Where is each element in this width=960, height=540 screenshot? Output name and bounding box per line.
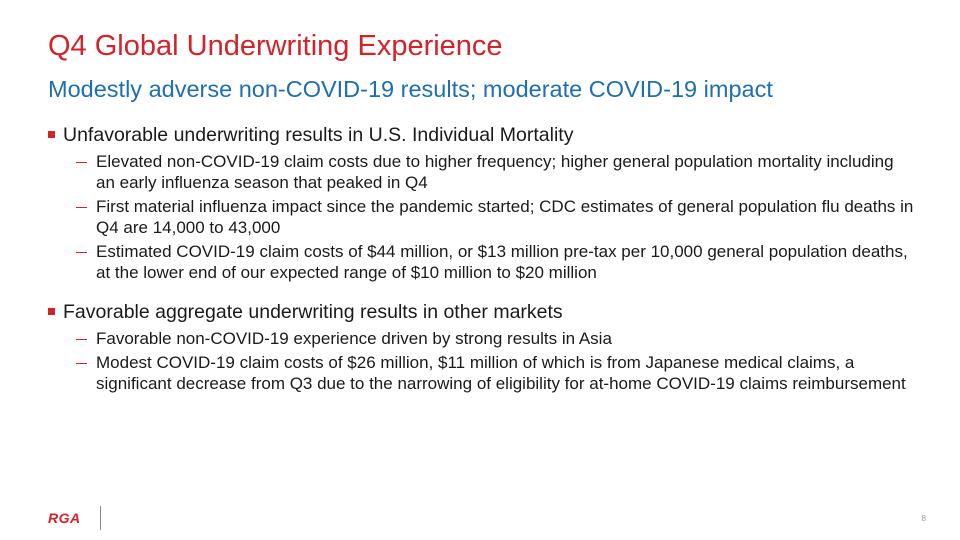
section-other-markets: [48, 299, 928, 394]
dash-bullet-icon: [76, 339, 87, 340]
sub-bullet-item: [76, 196, 928, 238]
page-subtitle: Modestly adverse non-COVID-19 results; moderate COVID-19 impact: [48, 76, 773, 102]
square-bullet-icon: [48, 308, 55, 315]
bullet-text: Unfavorable underwriting results in U.S. Individual Mortality: [63, 124, 574, 146]
sub-bullet-item: [76, 151, 928, 193]
sub-bullet-text: Estimated COVID-19 claim costs of $44 million, or $13 million pre-tax per 10,000 general population deaths, at the lower end of our expected range of $10 million to $20 million: [96, 242, 908, 282]
bullet-item: [48, 122, 928, 148]
sub-bullet-text: Favorable non-COVID-19 experience driven by strong results in Asia: [96, 329, 612, 348]
sub-bullet-item: [76, 352, 928, 394]
dash-bullet-icon: [76, 162, 87, 163]
sub-bullet-text: Elevated non-COVID-19 claim costs due to higher frequency; higher general population mortality including an early influenza season that peaked in Q4: [96, 152, 894, 192]
sub-bullet-text: Modest COVID-19 claim costs of $26 million, $11 million of which is from Japanese medical claims, a significant decrease from Q3 due to the narrowing of eligibility for at-home COVID-19 claims reimbursement: [96, 353, 906, 393]
square-bullet-icon: [48, 131, 55, 138]
dash-bullet-icon: [76, 363, 87, 364]
bullet-item: [48, 299, 928, 325]
section-us-mortality: [48, 122, 928, 283]
page-title: Q4 Global Underwriting Experience: [48, 30, 503, 62]
sub-bullet-text: First material influenza impact since the pandemic started; CDC estimates of general population flu deaths in Q4 are 14,000 to 43,000: [96, 197, 914, 237]
slide-content: [48, 122, 928, 410]
footer-divider: [100, 506, 101, 530]
sub-bullet-item: [76, 241, 928, 283]
dash-bullet-icon: [76, 207, 87, 208]
rga-logo: RGA: [48, 510, 81, 526]
dash-bullet-icon: [76, 252, 87, 253]
bullet-text: Favorable aggregate underwriting results in other markets: [63, 301, 563, 323]
sub-bullet-item: [76, 328, 928, 349]
page-number: 8: [921, 514, 926, 523]
